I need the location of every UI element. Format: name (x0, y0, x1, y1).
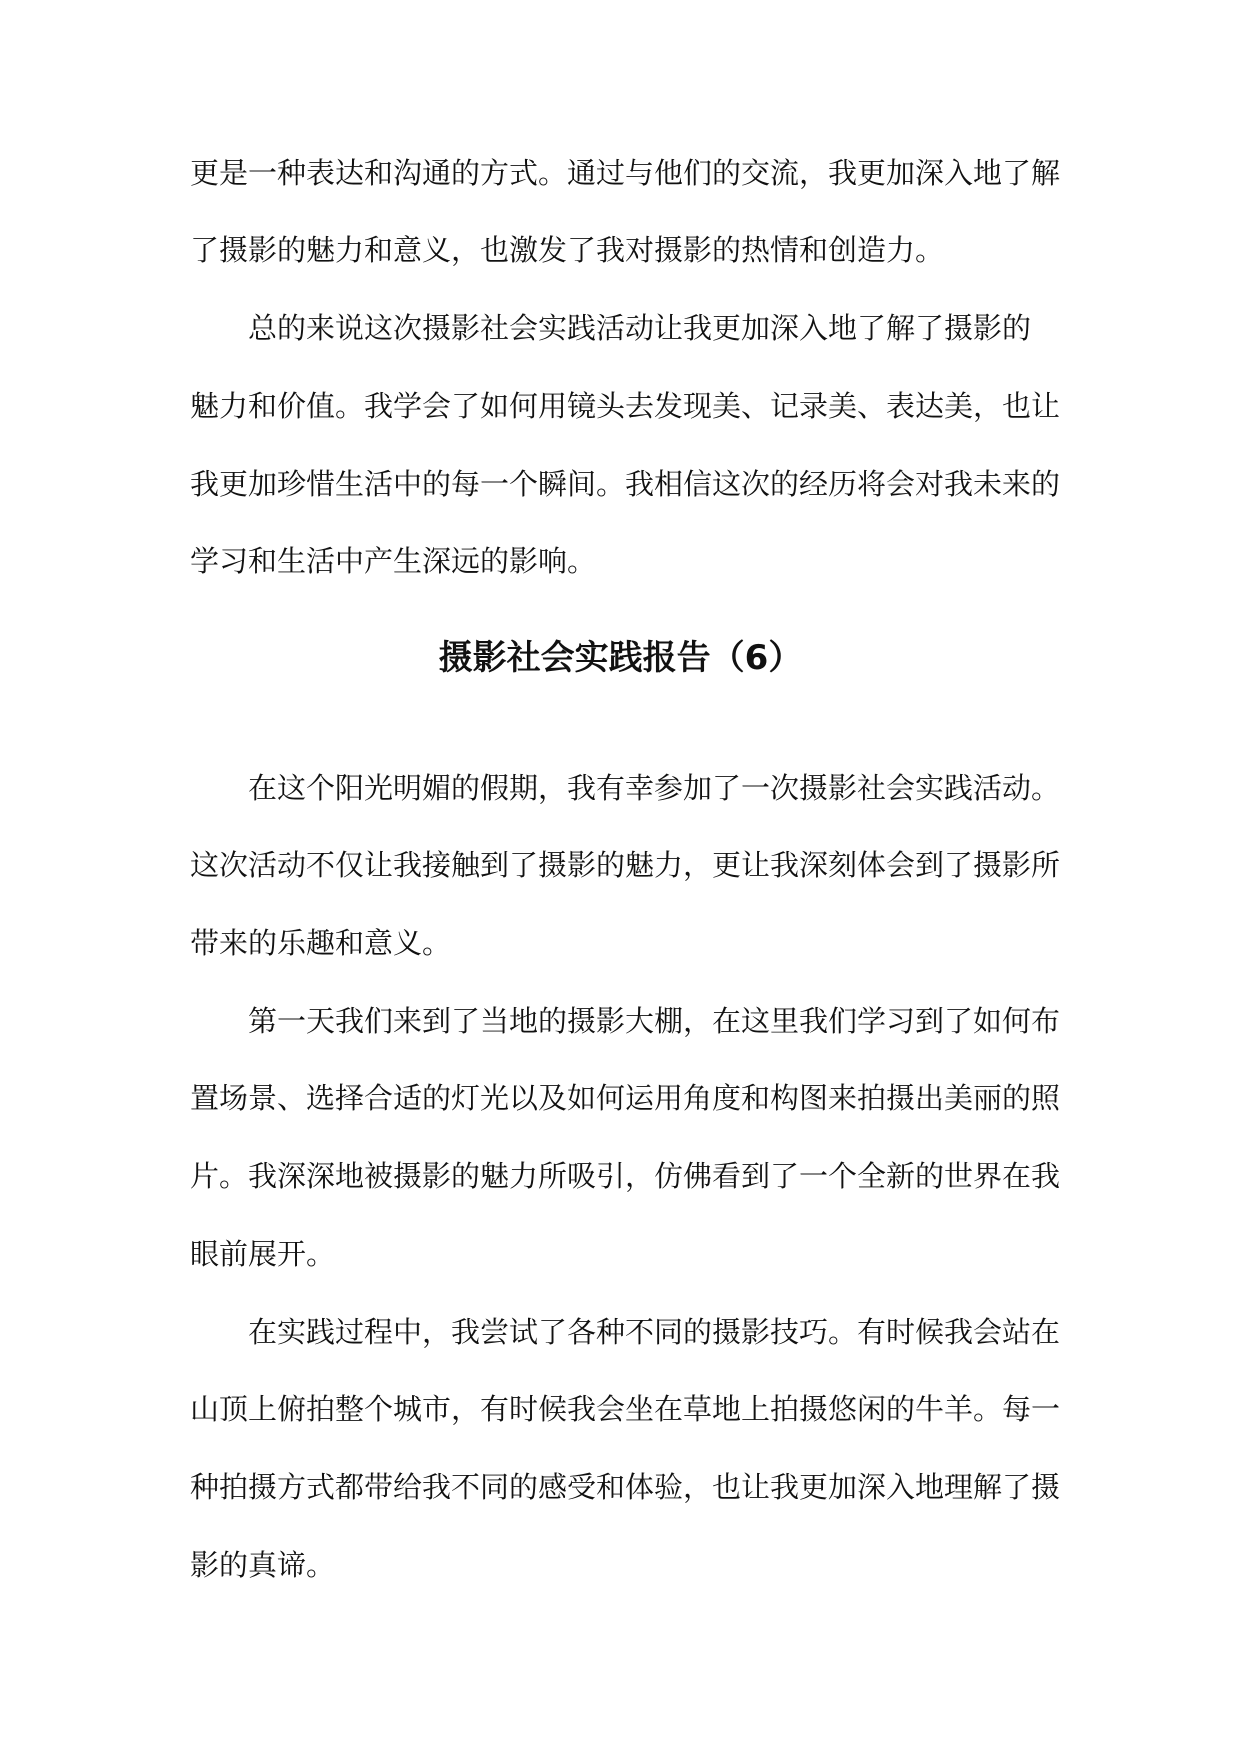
text-line: 在实践过程中，我尝试了各种不同的摄影技巧。有时候我会站在 (248, 1315, 1061, 1349)
text-line: 影的真谛。 (190, 1548, 336, 1582)
text-line: 总的来说这次摄影社会实践活动让我更加深入地了解了摄影的 (248, 311, 1032, 345)
section-title: 摄影社会实践报告（6） (438, 638, 803, 678)
text-line: 这次活动不仅让我接触到了摄影的魅力，更让我深刻体会到了摄影所 (190, 848, 1061, 882)
text-line: 种拍摄方式都带给我不同的感受和体验，也让我更加深入地理解了摄 (190, 1470, 1061, 1504)
text-line: 眼前展开。 (190, 1237, 336, 1271)
text-line: 更是一种表达和沟通的方式。通过与他们的交流，我更加深入地了解 (190, 156, 1061, 190)
text-line: 魅力和价值。我学会了如何用镜头去发现美、记录美、表达美，也让 (190, 389, 1061, 423)
text-line: 第一天我们来到了当地的摄影大棚，在这里我们学习到了如何布 (248, 1004, 1061, 1038)
text-line: 了摄影的魅力和意义，也激发了我对摄影的热情和创造力。 (190, 233, 945, 267)
text-line: 置场景、选择合适的灯光以及如何运用角度和构图来拍摄出美丽的照 (190, 1081, 1061, 1115)
text-line: 我更加珍惜生活中的每一个瞬间。我相信这次的经历将会对我未来的 (190, 467, 1061, 501)
text-line: 学习和生活中产生深远的影响。 (190, 544, 597, 578)
text-line: 带来的乐趣和意义。 (190, 926, 452, 960)
text-line: 山顶上俯拍整个城市，有时候我会坐在草地上拍摄悠闲的牛羊。每一 (190, 1392, 1061, 1426)
text-line: 片。我深深地被摄影的魅力所吸引，仿佛看到了一个全新的世界在我 (190, 1159, 1061, 1193)
text-line: 在这个阳光明媚的假期，我有幸参加了一次摄影社会实践活动。 (248, 771, 1061, 805)
